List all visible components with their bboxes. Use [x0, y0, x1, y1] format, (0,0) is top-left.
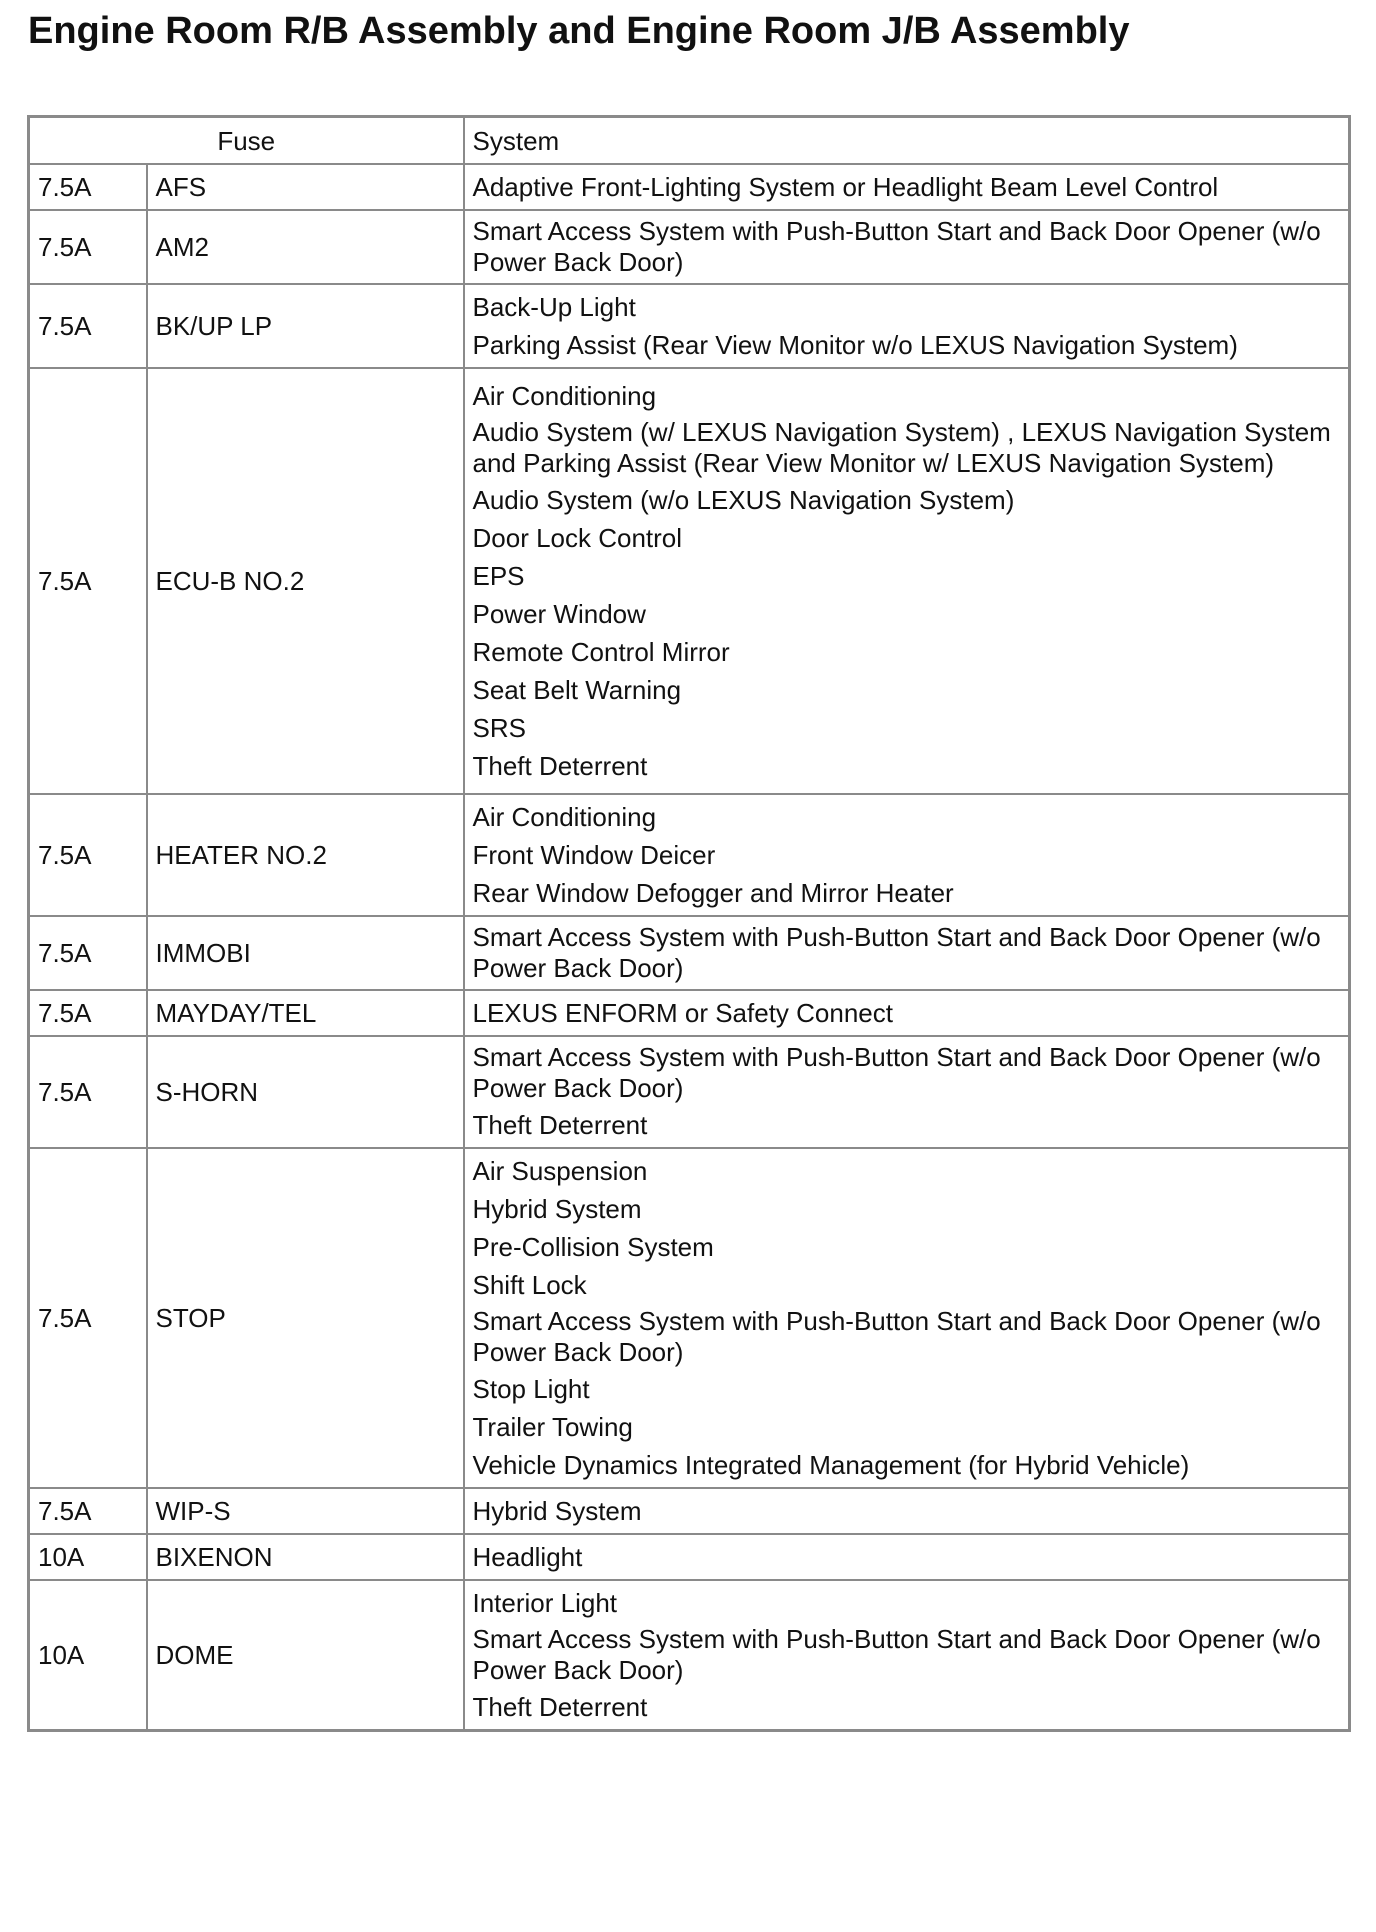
system-cell: [464, 794, 1350, 916]
system-item: Audio System (w/ LEXUS Navigation System) , LEXUS Navigation System and Parking Assist (Rear View Monitor w/ LEXUS Navigation System): [472, 417, 1331, 478]
system-item: Smart Access System with Push-Button Start and Back Door Opener (w/o Power Back Door): [472, 1624, 1321, 1685]
system-item: Air Suspension: [472, 1156, 648, 1186]
system-item: Smart Access System with Push-Button Start and Back Door Opener (w/o Power Back Door): [472, 216, 1321, 277]
table-row: [29, 1580, 1350, 1731]
system-cell: [464, 990, 1350, 1036]
fuse-name: WIP-S: [147, 1488, 464, 1534]
system-item: Front Window Deicer: [472, 840, 716, 870]
system-item: Air Conditioning: [472, 381, 657, 411]
system-cell: [464, 164, 1350, 210]
system-item: Rear Window Defogger and Mirror Heater: [472, 878, 954, 908]
fuse-amperage: 7.5A: [29, 1488, 147, 1534]
system-item: Seat Belt Warning: [472, 675, 682, 705]
table-row: [29, 1488, 1350, 1534]
system-item: Stop Light: [472, 1374, 590, 1404]
system-cell: [464, 916, 1350, 990]
fuse-amperage: 7.5A: [29, 368, 147, 794]
system-item: EPS: [472, 561, 525, 591]
system-item: Smart Access System with Push-Button Start and Back Door Opener (w/o Power Back Door): [472, 1042, 1321, 1103]
page-title: Engine Room R/B Assembly and Engine Room J/B Assembly: [28, 10, 1130, 52]
fuse-name: HEATER NO.2: [147, 794, 464, 916]
system-item: Door Lock Control: [472, 523, 683, 553]
table-row: [29, 1036, 1350, 1148]
fuse-table: [27, 115, 1351, 1732]
fuse-amperage: 7.5A: [29, 916, 147, 990]
system-item: Hybrid System: [472, 1194, 642, 1224]
table-row: [29, 210, 1350, 284]
system-item: Adaptive Front-Lighting System or Headlight Beam Level Control: [472, 172, 1219, 202]
table-row: [29, 990, 1350, 1036]
table-row: [29, 368, 1350, 794]
system-item: Remote Control Mirror: [472, 637, 730, 667]
system-cell: [464, 1488, 1350, 1534]
fuse-name: BIXENON: [147, 1534, 464, 1580]
system-cell: [464, 1036, 1350, 1148]
system-cell: [464, 1534, 1350, 1580]
system-item: Smart Access System with Push-Button Start and Back Door Opener (w/o Power Back Door): [472, 1306, 1321, 1367]
system-item: Theft Deterrent: [472, 751, 648, 781]
table-row: [29, 284, 1350, 368]
table-row: [29, 1534, 1350, 1580]
system-item: Parking Assist (Rear View Monitor w/o LEXUS Navigation System): [472, 330, 1238, 360]
fuse-amperage: 7.5A: [29, 794, 147, 916]
system-item: Vehicle Dynamics Integrated Management (for Hybrid Vehicle): [472, 1450, 1190, 1480]
system-item: Power Window: [472, 599, 646, 629]
fuse-amperage: 7.5A: [29, 284, 147, 368]
fuse-name: S-HORN: [147, 1036, 464, 1148]
system-item: Headlight: [472, 1542, 583, 1572]
fuse-amperage: 10A: [29, 1534, 147, 1580]
table-header-row: [29, 117, 1350, 165]
fuse-amperage: 7.5A: [29, 164, 147, 210]
system-cell: [464, 210, 1350, 284]
fuse-amperage: 7.5A: [29, 210, 147, 284]
fuse-name: STOP: [147, 1148, 464, 1488]
system-item: Trailer Towing: [472, 1412, 633, 1442]
fuse-name: AM2: [147, 210, 464, 284]
fuse-name: BK/UP LP: [147, 284, 464, 368]
system-item: Air Conditioning: [472, 802, 657, 832]
fuse-amperage: 7.5A: [29, 1036, 147, 1148]
fuse-name: ECU-B NO.2: [147, 368, 464, 794]
system-cell: [464, 1580, 1350, 1731]
system-item: Pre-Collision System: [472, 1232, 714, 1262]
system-cell: [464, 284, 1350, 368]
system-cell: [464, 368, 1350, 794]
fuse-name: DOME: [147, 1580, 464, 1731]
column-header-system: System: [464, 117, 1350, 165]
fuse-name: MAYDAY/TEL: [147, 990, 464, 1036]
system-item: LEXUS ENFORM or Safety Connect: [472, 998, 893, 1028]
system-item: Theft Deterrent: [472, 1110, 648, 1140]
fuse-amperage: 7.5A: [29, 990, 147, 1036]
table-row: [29, 164, 1350, 210]
table-row: [29, 1148, 1350, 1488]
system-item: Shift Lock: [472, 1270, 587, 1300]
system-cell: [464, 1148, 1350, 1488]
system-item: Smart Access System with Push-Button Start and Back Door Opener (w/o Power Back Door): [472, 922, 1321, 983]
table-row: [29, 794, 1350, 916]
system-item: Back-Up Light: [472, 292, 636, 322]
system-item: SRS: [472, 713, 526, 743]
column-header-fuse: Fuse: [29, 117, 464, 165]
fuse-amperage: 10A: [29, 1580, 147, 1731]
system-item: Interior Light: [472, 1588, 618, 1618]
table-row: [29, 916, 1350, 990]
table-body: [29, 164, 1350, 1731]
fuse-name: AFS: [147, 164, 464, 210]
system-item: Theft Deterrent: [472, 1692, 648, 1722]
fuse-name: IMMOBI: [147, 916, 464, 990]
fuse-amperage: 7.5A: [29, 1148, 147, 1488]
system-item: Audio System (w/o LEXUS Navigation System): [472, 485, 1015, 515]
system-item: Hybrid System: [472, 1496, 642, 1526]
